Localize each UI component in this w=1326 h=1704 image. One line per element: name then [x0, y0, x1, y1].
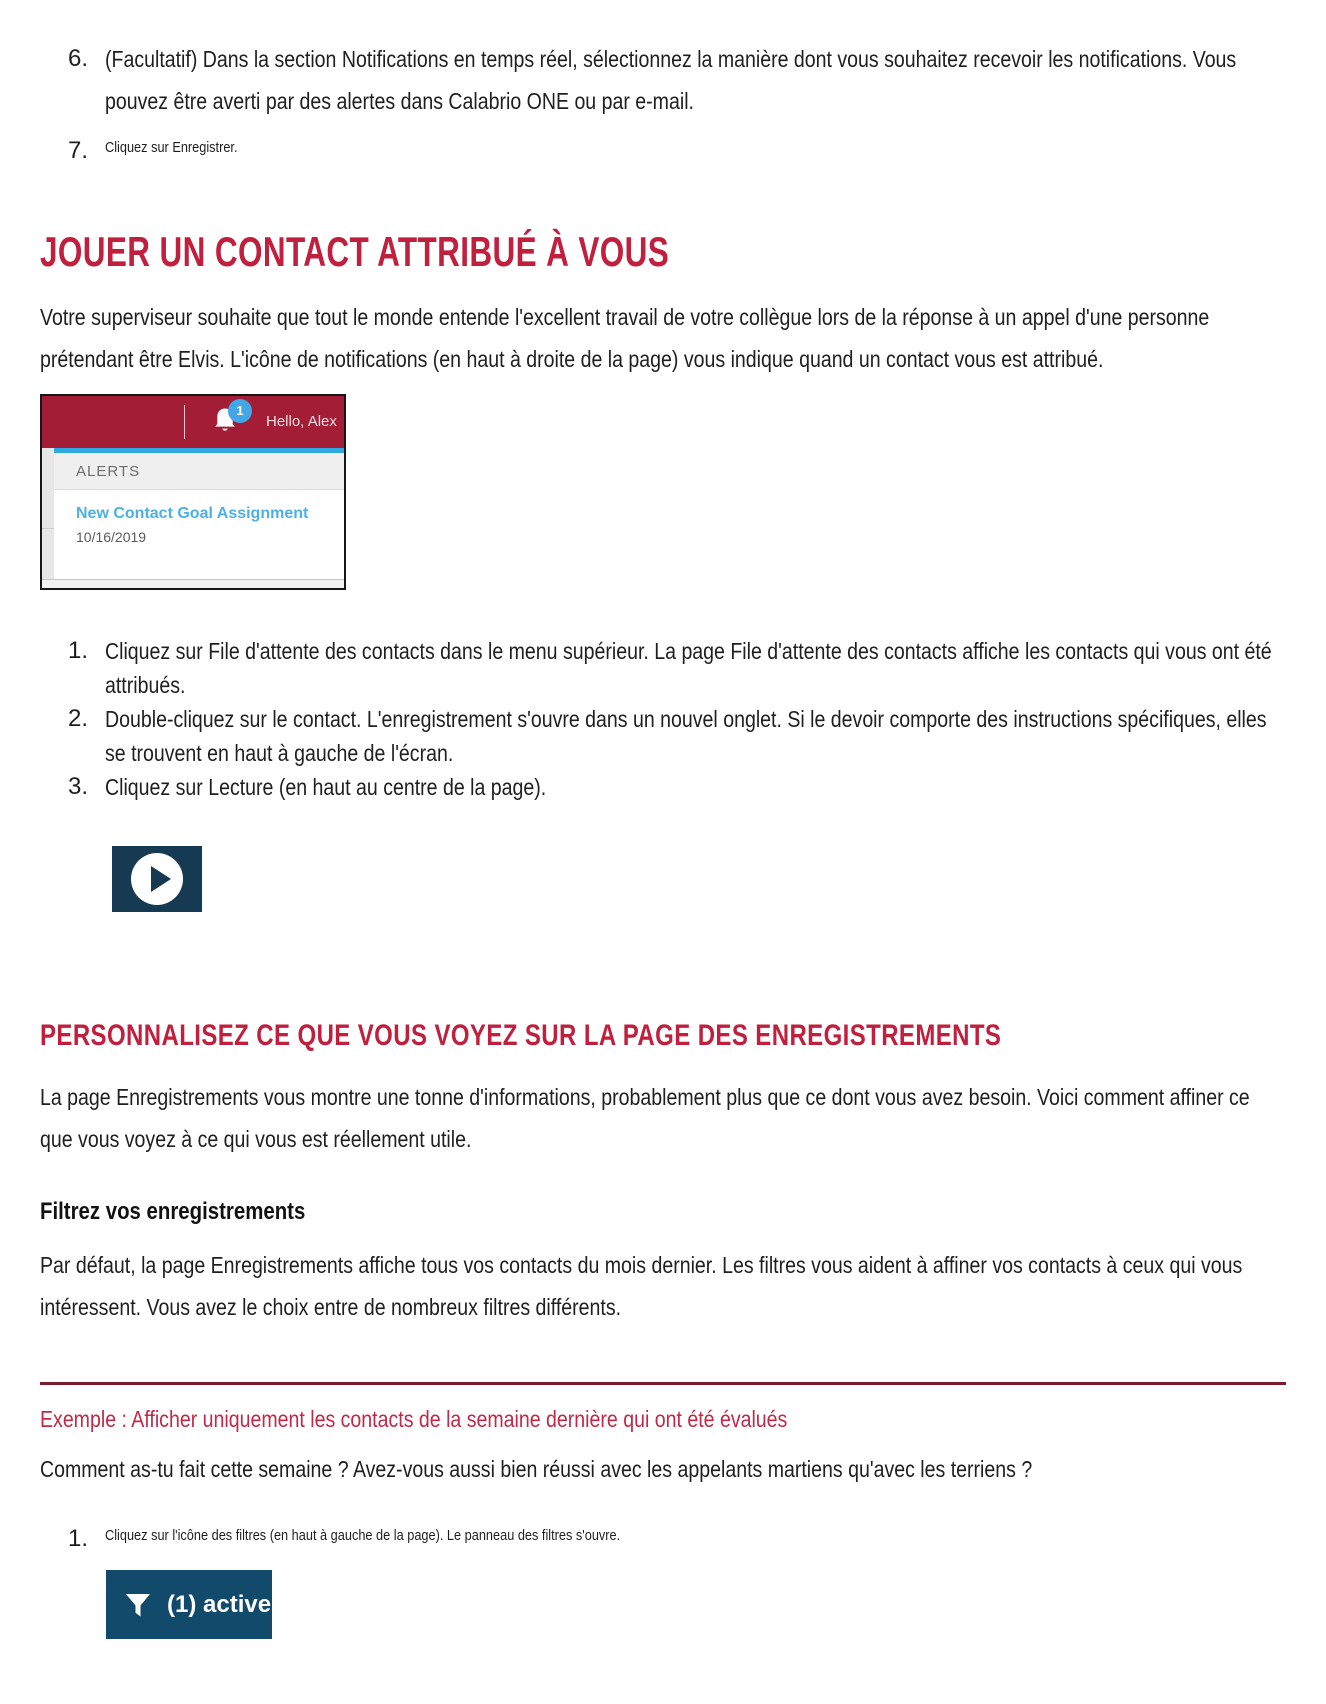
- list-item: [40, 702, 1286, 770]
- section-divider-rule: [40, 1382, 1286, 1385]
- list-number: 1.: [67, 1525, 88, 1553]
- alerts-dropdown-panel: [54, 448, 344, 579]
- subsection-title-filter: Filtrez vos enregistrements: [40, 1198, 306, 1226]
- paragraph-text: Votre superviseur souhaite que tout le monde entende l'excellent travail de votre collègue lors de la réponse à un appel d'une personne prétendant être Elvis. L'icône de notifications (en haut à droite de la page) vous indique quand un contact vous est attribué.: [40, 304, 1210, 373]
- example-question-paragraph: [40, 1452, 1286, 1486]
- list-item-text: [105, 38, 1286, 122]
- list-item: [40, 38, 1286, 122]
- list-number: 2.: [67, 705, 88, 733]
- paragraph-text: Comment as-tu fait cette semaine ? Avez-vous aussi bien réussi avec les appelants martiens qu'avec les terriens ?: [40, 1456, 1033, 1483]
- list-item: [40, 134, 1286, 168]
- customize-intro-paragraph: [40, 1076, 1286, 1160]
- list-number: 7.: [67, 137, 88, 164]
- page-background-strip: [42, 528, 54, 529]
- section-intro-paragraph: [40, 296, 1286, 380]
- list-item-text: [105, 134, 1286, 158]
- list-item: [40, 770, 1286, 804]
- list-item-text: [105, 770, 1286, 804]
- play-steps-list: [40, 634, 1286, 804]
- app-header-bar: [42, 396, 344, 448]
- list-item-text: [105, 634, 1286, 702]
- notification-badge: 1: [228, 399, 252, 423]
- panel-bottom-strip: [42, 579, 344, 588]
- play-triangle-glyph: [151, 866, 171, 892]
- filter-body-paragraph: [40, 1244, 1286, 1328]
- list-item-text: [105, 1522, 1286, 1546]
- list-item-text-inner: Cliquez sur l'icône des filtres (en haut à gauche de la page). Le panneau des filtres s'ouvre.: [105, 1527, 621, 1545]
- play-button-screenshot[interactable]: [112, 846, 202, 912]
- example-heading: [40, 1402, 1286, 1436]
- alerts-dropdown-screenshot: [40, 394, 346, 590]
- paragraph-text: La page Enregistrements vous montre une tonne d'informations, probablement plus que ce dont vous avez besoin. Voici comment affiner ce que vous voyez à ce qui vous est réellement utile.: [40, 1084, 1250, 1153]
- section-title-customize: PERSONNALISEZ CE QUE VOUS VOYEZ SUR LA PAGE DES ENREGISTREMENTS: [40, 1019, 1002, 1053]
- list-item-text-inner: Double-cliquez sur le contact. L'enregistrement s'ouvre dans un nouvel onglet. Si le devoir comporte des instructions spécifiques, elles se trouvent en haut à gauche de l'écran.: [105, 706, 1267, 767]
- section-title-play-contact: JOUER UN CONTACT ATTRIBUÉ À VOUS: [40, 228, 670, 275]
- paragraph-text: Par défaut, la page Enregistrements affiche tous vos contacts du mois dernier. Les filtres vous aident à affiner vos contacts à ceux qui vous intéressent. Vous avez le choix entre de nombreux filtres différents.: [40, 1252, 1243, 1321]
- funnel-icon: [124, 1591, 152, 1619]
- list-item-text: [105, 702, 1286, 770]
- play-icon: [131, 853, 183, 905]
- alerts-dropdown-body: [42, 448, 344, 588]
- alert-title-link[interactable]: New Contact Goal Assignment: [76, 505, 309, 523]
- list-item-text-inner: Cliquez sur Enregistrer.: [105, 139, 238, 156]
- list-number: 6.: [67, 45, 88, 72]
- header-divider: [184, 405, 185, 439]
- example-heading-text: Exemple : Afficher uniquement les contacts de la semaine dernière qui ont été évalués: [40, 1406, 788, 1433]
- list-number: 1.: [67, 637, 88, 665]
- alerts-panel-title: ALERTS: [54, 453, 344, 490]
- filter-button-screenshot[interactable]: [106, 1570, 272, 1639]
- list-item: [40, 634, 1286, 702]
- filter-active-count-label: (1) active: [167, 1590, 272, 1618]
- bell-icon[interactable]: [212, 403, 244, 439]
- list-item-text-inner: Cliquez sur File d'attente des contacts dans le menu supérieur. La page File d'attente des contacts affiche les contacts qui vous ont été attribués.: [105, 638, 1272, 699]
- list-item-text-inner: (Facultatif) Dans la section Notifications en temps réel, sélectionnez la manière dont vous souhaitez recevoir les notifications. Vous pouvez être averti par des alertes dans Calabrio ONE ou par e-mail.: [105, 46, 1237, 114]
- alert-list-item: [54, 490, 344, 545]
- user-greeting: Hello, Alex: [266, 413, 337, 431]
- list-item-text-inner: Cliquez sur Lecture (en haut au centre de la page).: [105, 774, 547, 801]
- alert-date: 10/16/2019: [76, 529, 147, 546]
- list-item: [40, 1522, 1286, 1556]
- list-number: 3.: [67, 773, 88, 801]
